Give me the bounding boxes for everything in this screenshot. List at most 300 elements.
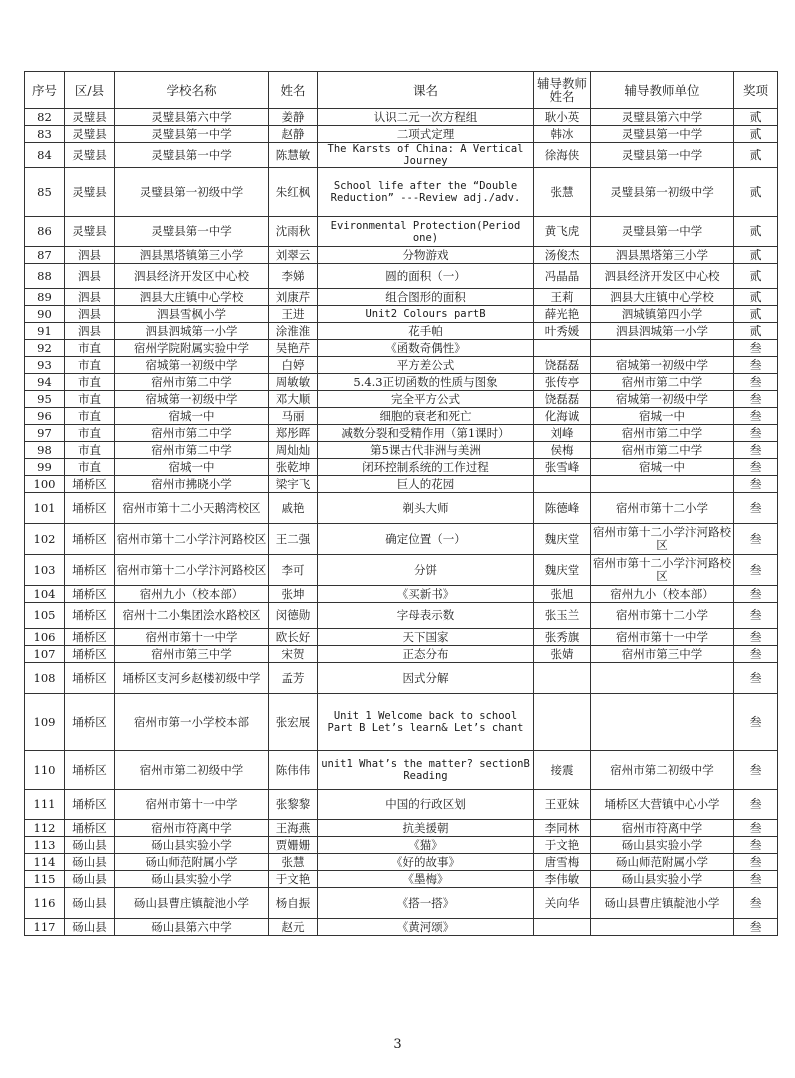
row-name: 王二强 <box>269 524 318 555</box>
row-award: 贰 <box>734 109 778 126</box>
row-award: 叁 <box>734 476 778 493</box>
row-course: 中国的行政区划 <box>318 790 534 820</box>
row-award: 叁 <box>734 340 778 357</box>
row-tutor: 张秀旗 <box>534 629 591 646</box>
row-award: 叁 <box>734 629 778 646</box>
row-tutor-unit: 灵璧县第六中学 <box>591 109 734 126</box>
row-no: 83 <box>25 126 65 143</box>
row-name: 于文艳 <box>269 871 318 888</box>
row-district: 市直 <box>65 459 115 476</box>
row-school: 宿州学院附属实验中学 <box>115 340 269 357</box>
row-tutor-unit: 宿州市第二中学 <box>591 374 734 391</box>
row-district: 泗县 <box>65 306 115 323</box>
row-school: 砀山师范附属小学 <box>115 854 269 871</box>
table-row <box>25 646 778 663</box>
row-name: 贾姗姗 <box>269 837 318 854</box>
row-name: 戚艳 <box>269 493 318 524</box>
row-tutor <box>534 694 591 751</box>
row-no: 93 <box>25 357 65 374</box>
row-course: 《搭一搭》 <box>318 888 534 919</box>
row-no: 96 <box>25 408 65 425</box>
row-award: 叁 <box>734 603 778 629</box>
row-district: 市直 <box>65 408 115 425</box>
row-tutor-unit: 泗县经济开发区中心校 <box>591 264 734 289</box>
row-no: 106 <box>25 629 65 646</box>
row-school: 宿州十二小集团浍水路校区 <box>115 603 269 629</box>
row-tutor: 徐海侠 <box>534 143 591 168</box>
table-row <box>25 247 778 264</box>
row-name: 张坤 <box>269 586 318 603</box>
row-tutor: 侯梅 <box>534 442 591 459</box>
row-award: 贰 <box>734 168 778 217</box>
row-course: 减数分裂和受精作用（第1课时） <box>318 425 534 442</box>
row-district: 灵璧县 <box>65 109 115 126</box>
row-district: 埇桥区 <box>65 524 115 555</box>
row-course: 细胞的衰老和死亡 <box>318 408 534 425</box>
row-name: 张慧 <box>269 854 318 871</box>
row-no: 116 <box>25 888 65 919</box>
row-district: 灵璧县 <box>65 168 115 217</box>
table-row <box>25 555 778 586</box>
row-award: 叁 <box>734 919 778 936</box>
row-tutor-unit: 宿州市第十一中学 <box>591 629 734 646</box>
row-award: 叁 <box>734 837 778 854</box>
header-no: 序号 <box>25 72 65 109</box>
row-tutor-unit: 宿州市第三中学 <box>591 646 734 663</box>
row-no: 95 <box>25 391 65 408</box>
row-no: 89 <box>25 289 65 306</box>
row-school: 宿州市第一小学校本部 <box>115 694 269 751</box>
row-school: 砀山县实验小学 <box>115 837 269 854</box>
row-name: 孟芳 <box>269 663 318 694</box>
row-name: 赵静 <box>269 126 318 143</box>
table-row <box>25 168 778 217</box>
row-school: 泗县大庄镇中心学校 <box>115 289 269 306</box>
row-name: 王进 <box>269 306 318 323</box>
table-row <box>25 306 778 323</box>
table-row <box>25 919 778 936</box>
row-tutor-unit: 宿州市第十二小学 <box>591 603 734 629</box>
row-district: 市直 <box>65 391 115 408</box>
row-award: 叁 <box>734 888 778 919</box>
row-course: 圆的面积（一） <box>318 264 534 289</box>
row-tutor-unit <box>591 663 734 694</box>
row-name: 周敏敏 <box>269 374 318 391</box>
row-school: 砀山县曹庄镇靛池小学 <box>115 888 269 919</box>
row-school: 埇桥区支河乡赵楼初级中学 <box>115 663 269 694</box>
award-table <box>24 71 778 936</box>
row-name: 欧长好 <box>269 629 318 646</box>
row-no: 101 <box>25 493 65 524</box>
row-award: 叁 <box>734 694 778 751</box>
row-course: 分物游戏 <box>318 247 534 264</box>
row-tutor: 韩冰 <box>534 126 591 143</box>
row-district: 埇桥区 <box>65 751 115 790</box>
row-award: 叁 <box>734 524 778 555</box>
row-name: 刘翠云 <box>269 247 318 264</box>
row-no: 94 <box>25 374 65 391</box>
table-body <box>25 109 778 936</box>
row-no: 91 <box>25 323 65 340</box>
table-row <box>25 820 778 837</box>
row-name: 陈慧敏 <box>269 143 318 168</box>
row-award: 贰 <box>734 289 778 306</box>
row-school: 宿州市拂晓小学 <box>115 476 269 493</box>
row-award: 叁 <box>734 493 778 524</box>
row-no: 104 <box>25 586 65 603</box>
row-tutor-unit: 宿城第一初级中学 <box>591 391 734 408</box>
row-school: 砀山县实验小学 <box>115 871 269 888</box>
row-award: 叁 <box>734 663 778 694</box>
header-tutor: 辅导教师姓名 <box>534 72 591 109</box>
table-row <box>25 493 778 524</box>
row-district: 埇桥区 <box>65 603 115 629</box>
row-course: 花手帕 <box>318 323 534 340</box>
row-tutor: 张传亭 <box>534 374 591 391</box>
row-district: 砀山县 <box>65 854 115 871</box>
row-district: 埇桥区 <box>65 694 115 751</box>
row-award: 贰 <box>734 143 778 168</box>
row-tutor-unit: 灵璧县第一初级中学 <box>591 168 734 217</box>
row-name: 沈雨秋 <box>269 217 318 247</box>
row-course: 第5课古代非洲与美洲 <box>318 442 534 459</box>
row-award: 叁 <box>734 442 778 459</box>
row-name: 李娣 <box>269 264 318 289</box>
row-award: 贰 <box>734 306 778 323</box>
row-course: 正态分布 <box>318 646 534 663</box>
table-row <box>25 663 778 694</box>
row-no: 84 <box>25 143 65 168</box>
row-course: 巨人的花园 <box>318 476 534 493</box>
table-row <box>25 109 778 126</box>
row-district: 埇桥区 <box>65 555 115 586</box>
page-number: 3 <box>393 1037 402 1052</box>
row-course: 认识二元一次方程组 <box>318 109 534 126</box>
row-district: 埇桥区 <box>65 493 115 524</box>
table-row <box>25 357 778 374</box>
row-tutor-unit <box>591 476 734 493</box>
row-district: 砀山县 <box>65 871 115 888</box>
row-name: 张黎黎 <box>269 790 318 820</box>
row-tutor: 饶磊磊 <box>534 357 591 374</box>
table-row <box>25 425 778 442</box>
row-name: 陈伟伟 <box>269 751 318 790</box>
row-tutor: 接震 <box>534 751 591 790</box>
row-school: 泗县泗城第一小学 <box>115 323 269 340</box>
table-row <box>25 289 778 306</box>
row-district: 灵璧县 <box>65 126 115 143</box>
row-course: The Karsts of China: A Vertical Journey <box>318 143 534 168</box>
row-tutor-unit: 宿州市第二中学 <box>591 442 734 459</box>
row-award: 叁 <box>734 646 778 663</box>
row-school: 宿州市第二中学 <box>115 442 269 459</box>
row-tutor: 耿小英 <box>534 109 591 126</box>
row-no: 92 <box>25 340 65 357</box>
row-tutor-unit: 宿州市第十二小学 <box>591 493 734 524</box>
row-school: 宿城第一初级中学 <box>115 391 269 408</box>
row-school: 宿州市第二初级中学 <box>115 751 269 790</box>
row-school: 宿州市第十二小天鹅湾校区 <box>115 493 269 524</box>
row-course: 天下国家 <box>318 629 534 646</box>
row-tutor-unit: 宿州市符离中学 <box>591 820 734 837</box>
row-tutor-unit: 砀山县实验小学 <box>591 871 734 888</box>
row-school: 灵璧县第一初级中学 <box>115 168 269 217</box>
row-tutor-unit: 宿州市第十二小学汴河路校区 <box>591 555 734 586</box>
table-row <box>25 391 778 408</box>
table-row <box>25 694 778 751</box>
row-district: 埇桥区 <box>65 586 115 603</box>
row-tutor: 于文艳 <box>534 837 591 854</box>
row-course: Evironmental Protection(Period one) <box>318 217 534 247</box>
row-no: 115 <box>25 871 65 888</box>
row-tutor: 饶磊磊 <box>534 391 591 408</box>
row-school: 宿城一中 <box>115 459 269 476</box>
table-row <box>25 459 778 476</box>
row-tutor: 陈德峰 <box>534 493 591 524</box>
row-school: 泗县经济开发区中心校 <box>115 264 269 289</box>
row-name: 宋贺 <box>269 646 318 663</box>
row-school: 灵璧县第一中学 <box>115 143 269 168</box>
row-no: 105 <box>25 603 65 629</box>
row-district: 灵璧县 <box>65 217 115 247</box>
row-tutor: 冯晶晶 <box>534 264 591 289</box>
row-name: 朱红枫 <box>269 168 318 217</box>
row-award: 贰 <box>734 217 778 247</box>
row-district: 埇桥区 <box>65 663 115 694</box>
row-district: 市直 <box>65 340 115 357</box>
row-award: 贰 <box>734 323 778 340</box>
row-tutor: 王亚妹 <box>534 790 591 820</box>
row-course: Unit 1 Welcome back to school Part B Let’s learn& Let’s chant <box>318 694 534 751</box>
row-tutor-unit <box>591 919 734 936</box>
row-course: 《好的故事》 <box>318 854 534 871</box>
row-name: 郑彤晖 <box>269 425 318 442</box>
row-school: 宿州市第十一中学 <box>115 629 269 646</box>
table-row <box>25 629 778 646</box>
row-district: 泗县 <box>65 323 115 340</box>
row-school: 宿州市符离中学 <box>115 820 269 837</box>
row-tutor-unit: 宿城一中 <box>591 408 734 425</box>
row-tutor-unit: 砀山县曹庄镇靛池小学 <box>591 888 734 919</box>
row-tutor: 黄飞虎 <box>534 217 591 247</box>
row-no: 111 <box>25 790 65 820</box>
row-no: 102 <box>25 524 65 555</box>
row-tutor <box>534 919 591 936</box>
row-course: 5.4.3正切函数的性质与图象 <box>318 374 534 391</box>
row-course: 《墨梅》 <box>318 871 534 888</box>
row-course: 抗美援朝 <box>318 820 534 837</box>
row-award: 叁 <box>734 820 778 837</box>
row-award: 叁 <box>734 790 778 820</box>
row-no: 112 <box>25 820 65 837</box>
row-award: 贰 <box>734 247 778 264</box>
row-course: Unit2 Colours partB <box>318 306 534 323</box>
row-district: 泗县 <box>65 289 115 306</box>
row-course: 平方差公式 <box>318 357 534 374</box>
row-district: 砀山县 <box>65 888 115 919</box>
row-school: 宿州市第十一中学 <box>115 790 269 820</box>
table-row <box>25 264 778 289</box>
row-award: 叁 <box>734 871 778 888</box>
row-name: 邓大顺 <box>269 391 318 408</box>
row-district: 市直 <box>65 442 115 459</box>
row-award: 叁 <box>734 555 778 586</box>
table-row <box>25 442 778 459</box>
row-name: 姜静 <box>269 109 318 126</box>
row-course: 《猫》 <box>318 837 534 854</box>
row-tutor: 刘峰 <box>534 425 591 442</box>
row-tutor: 张雪峰 <box>534 459 591 476</box>
row-name: 吴艳芹 <box>269 340 318 357</box>
row-tutor: 张慧 <box>534 168 591 217</box>
row-name: 李可 <box>269 555 318 586</box>
header-tutor-unit: 辅导教师单位 <box>591 72 734 109</box>
row-tutor: 张婧 <box>534 646 591 663</box>
row-name: 马丽 <box>269 408 318 425</box>
row-tutor-unit: 砀山县实验小学 <box>591 837 734 854</box>
row-tutor-unit: 泗城镇第四小学 <box>591 306 734 323</box>
row-course: 《买新书》 <box>318 586 534 603</box>
row-no: 114 <box>25 854 65 871</box>
row-no: 90 <box>25 306 65 323</box>
row-tutor <box>534 476 591 493</box>
row-course: 字母表示数 <box>318 603 534 629</box>
row-tutor-unit: 砀山师范附属小学 <box>591 854 734 871</box>
table-row <box>25 790 778 820</box>
row-tutor: 叶秀媛 <box>534 323 591 340</box>
row-course: 闭环控制系统的工作过程 <box>318 459 534 476</box>
row-no: 113 <box>25 837 65 854</box>
row-no: 82 <box>25 109 65 126</box>
row-tutor: 李伟敏 <box>534 871 591 888</box>
row-no: 109 <box>25 694 65 751</box>
row-school: 宿州市第二中学 <box>115 374 269 391</box>
row-tutor-unit: 泗县黑塔第三小学 <box>591 247 734 264</box>
row-tutor-unit: 宿州市第十二小学汴河路校区 <box>591 524 734 555</box>
table-row <box>25 586 778 603</box>
header-district: 区/县 <box>65 72 115 109</box>
row-tutor-unit: 灵璧县第一中学 <box>591 217 734 247</box>
row-tutor-unit: 灵璧县第一中学 <box>591 126 734 143</box>
table-row <box>25 751 778 790</box>
row-school: 宿州九小（校本部） <box>115 586 269 603</box>
row-district: 砀山县 <box>65 837 115 854</box>
row-tutor: 张旭 <box>534 586 591 603</box>
row-course: 确定位置（一） <box>318 524 534 555</box>
row-name: 赵元 <box>269 919 318 936</box>
table-row <box>25 854 778 871</box>
row-tutor-unit: 埇桥区大营镇中心小学 <box>591 790 734 820</box>
row-district: 市直 <box>65 425 115 442</box>
row-tutor-unit: 宿城一中 <box>591 459 734 476</box>
row-tutor-unit: 宿州市第二初级中学 <box>591 751 734 790</box>
table-row <box>25 871 778 888</box>
row-no: 103 <box>25 555 65 586</box>
row-tutor: 魏庆堂 <box>534 555 591 586</box>
row-award: 叁 <box>734 425 778 442</box>
table-row <box>25 603 778 629</box>
row-course: 因式分解 <box>318 663 534 694</box>
row-district: 灵璧县 <box>65 143 115 168</box>
row-award: 叁 <box>734 586 778 603</box>
row-name: 张宏展 <box>269 694 318 751</box>
table-row <box>25 408 778 425</box>
header-award: 奖项 <box>734 72 778 109</box>
table-row <box>25 524 778 555</box>
row-no: 85 <box>25 168 65 217</box>
row-district: 埇桥区 <box>65 820 115 837</box>
row-district: 埇桥区 <box>65 790 115 820</box>
row-name: 王海燕 <box>269 820 318 837</box>
table-row <box>25 217 778 247</box>
row-name: 涂淮淮 <box>269 323 318 340</box>
header-course: 课名 <box>318 72 534 109</box>
row-course: unit1 What’s the matter? sectionB Reading <box>318 751 534 790</box>
row-district: 市直 <box>65 374 115 391</box>
row-no: 88 <box>25 264 65 289</box>
row-no: 100 <box>25 476 65 493</box>
row-tutor <box>534 663 591 694</box>
table-row <box>25 143 778 168</box>
row-school: 灵璧县第一中学 <box>115 126 269 143</box>
row-name: 梁宇飞 <box>269 476 318 493</box>
row-award: 叁 <box>734 374 778 391</box>
table-row <box>25 126 778 143</box>
table-row <box>25 323 778 340</box>
row-award: 贰 <box>734 264 778 289</box>
row-course: 二项式定理 <box>318 126 534 143</box>
row-award: 叁 <box>734 459 778 476</box>
row-no: 98 <box>25 442 65 459</box>
row-tutor-unit: 宿州市第二中学 <box>591 425 734 442</box>
row-award: 叁 <box>734 357 778 374</box>
row-tutor: 魏庆堂 <box>534 524 591 555</box>
table-header-row <box>25 72 778 109</box>
row-tutor <box>534 340 591 357</box>
row-tutor-unit: 宿城第一初级中学 <box>591 357 734 374</box>
row-award: 叁 <box>734 854 778 871</box>
header-school: 学校名称 <box>115 72 269 109</box>
row-tutor: 张玉兰 <box>534 603 591 629</box>
row-school: 泗县黑塔镇第三小学 <box>115 247 269 264</box>
row-school: 灵璧县第六中学 <box>115 109 269 126</box>
row-no: 117 <box>25 919 65 936</box>
row-name: 杨自振 <box>269 888 318 919</box>
row-no: 86 <box>25 217 65 247</box>
row-school: 泗县雪枫小学 <box>115 306 269 323</box>
row-tutor-unit: 宿州九小（校本部） <box>591 586 734 603</box>
row-district: 泗县 <box>65 247 115 264</box>
row-no: 97 <box>25 425 65 442</box>
row-school: 宿城一中 <box>115 408 269 425</box>
row-name: 张乾坤 <box>269 459 318 476</box>
row-no: 110 <box>25 751 65 790</box>
table-row <box>25 374 778 391</box>
row-tutor: 薛光艳 <box>534 306 591 323</box>
row-tutor-unit: 泗县泗城第一小学 <box>591 323 734 340</box>
table-row <box>25 837 778 854</box>
row-district: 砀山县 <box>65 919 115 936</box>
table-row <box>25 888 778 919</box>
row-award: 叁 <box>734 408 778 425</box>
row-district: 市直 <box>65 357 115 374</box>
row-school: 宿州市第十二小学汴河路校区 <box>115 524 269 555</box>
row-award: 贰 <box>734 126 778 143</box>
row-award: 叁 <box>734 391 778 408</box>
row-name: 闵德勋 <box>269 603 318 629</box>
row-school: 宿城第一初级中学 <box>115 357 269 374</box>
table-row <box>25 340 778 357</box>
